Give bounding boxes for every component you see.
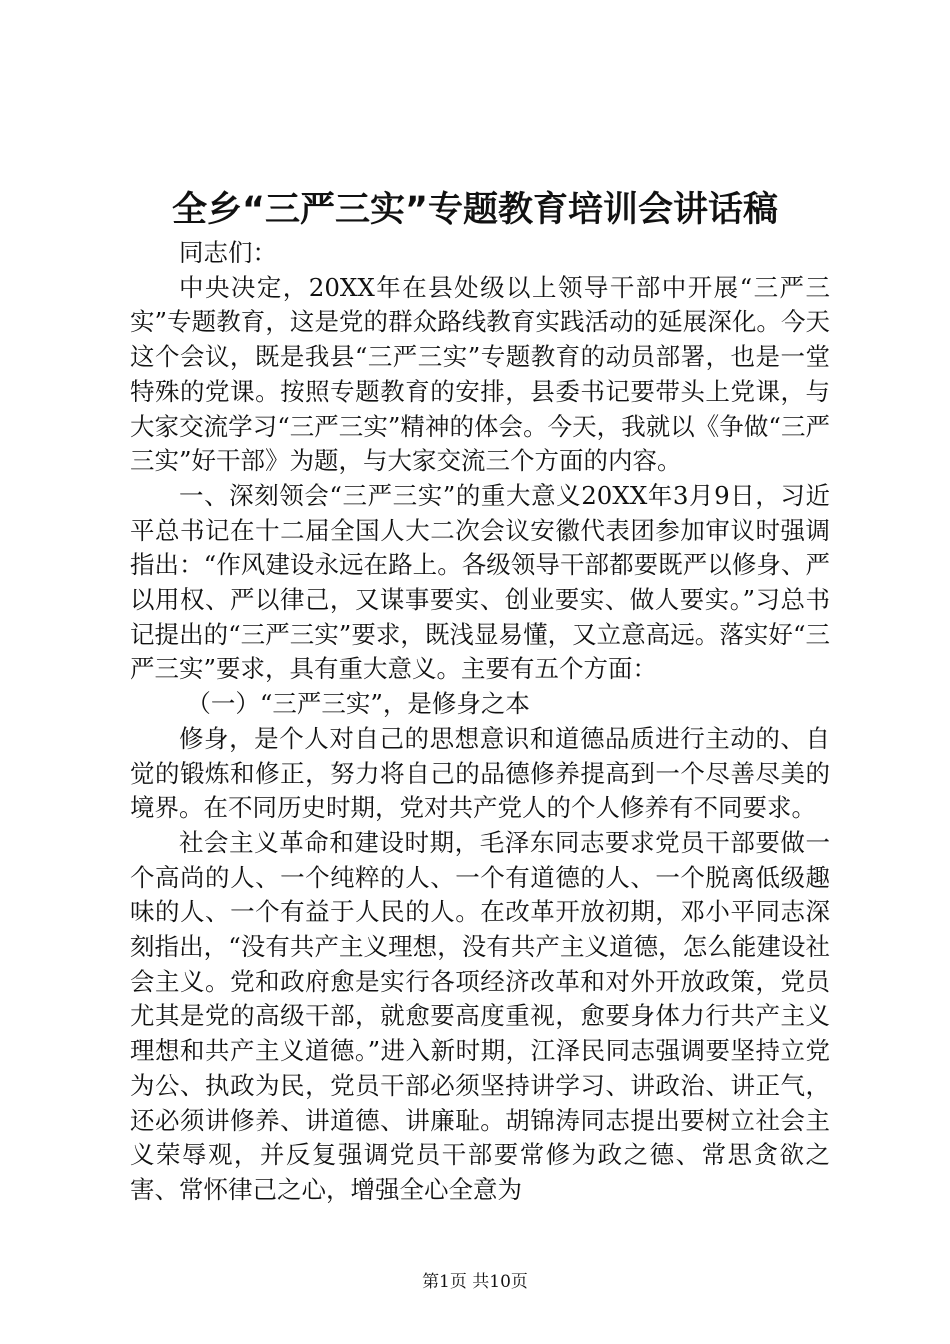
body-paragraph: 一、深刻领会“三严三实”的重大意义20XX年3月9日，习近平总书记在十二届全国人大二次会议安徽代表团参加审议时强调指出：“作风建设永远在路上。各级领导干部都要既严以修身、严以用权、严以律己，又谋事要实、创业要实、做人要实。”习总书记提出的“三严三实”要求，既浅显易懂，又立意高远。落实好“三严三实”要求，具有重大意义。主要有五个方面： bbox=[130, 480, 830, 684]
document-title: 全乡“三严三实”专题教育培训会讲话稿 bbox=[171, 190, 778, 230]
document-body bbox=[130, 236, 830, 1208]
body-paragraph: 中央决定，20XX年在县处级以上领导干部中开展“三严三实”专题教育，这是党的群众路线教育实践活动的延展深化。今天这个会议，既是我县“三严三实”专题教育的动员部署，也是一堂特殊的党课。按照专题教育的安排，县委书记要带头上党课，与大家交流学习“三严三实”精神的体会。今天，我就以《争做“三严三实”好干部》为题，与大家交流三个方面的内容。 bbox=[130, 272, 830, 476]
body-paragraph: 修身，是个人对自己的思想意识和道德品质进行主动的、自觉的锻炼和修正，努力将自己的品德修养提高到一个尽善尽美的境界。在不同历史时期，党对共产党人的个人修养有不同要求。 bbox=[130, 723, 830, 823]
page-footer: 第1页 共10页 bbox=[422, 1272, 528, 1292]
salutation-paragraph: 同志们： bbox=[179, 238, 277, 267]
section-heading: （一）“三严三实”，是修身之本 bbox=[186, 689, 530, 719]
body-paragraph: 社会主义革命和建设时期，毛泽东同志要求党员干部要做一个高尚的人、一个纯粹的人、一个有道德的人、一个脱离低级趣味的人、一个有益于人民的人。在改革开放初期，邓小平同志深刻指出，“没有共产主义理想，没有共产主义道德，怎么能建设社会主义。党和政府愈是实行各项经济改革和对外开放政策，党员尤其是党的高级干部，就愈要高度重视，愈要身体力行共产主义理想和共产主义道德。”进入新时期，江泽民同志强调要坚持立党为公、执政为民，党员干部必须坚持讲学习、讲政治、讲正气，还必须讲修养、讲道德、讲廉耻。胡锦涛同志提出要树立社会主义荣辱观，并反复强调党员干部要常修为政之德、常思贪欲之害、常怀律己之心，增强全心全意为 bbox=[130, 827, 830, 1204]
